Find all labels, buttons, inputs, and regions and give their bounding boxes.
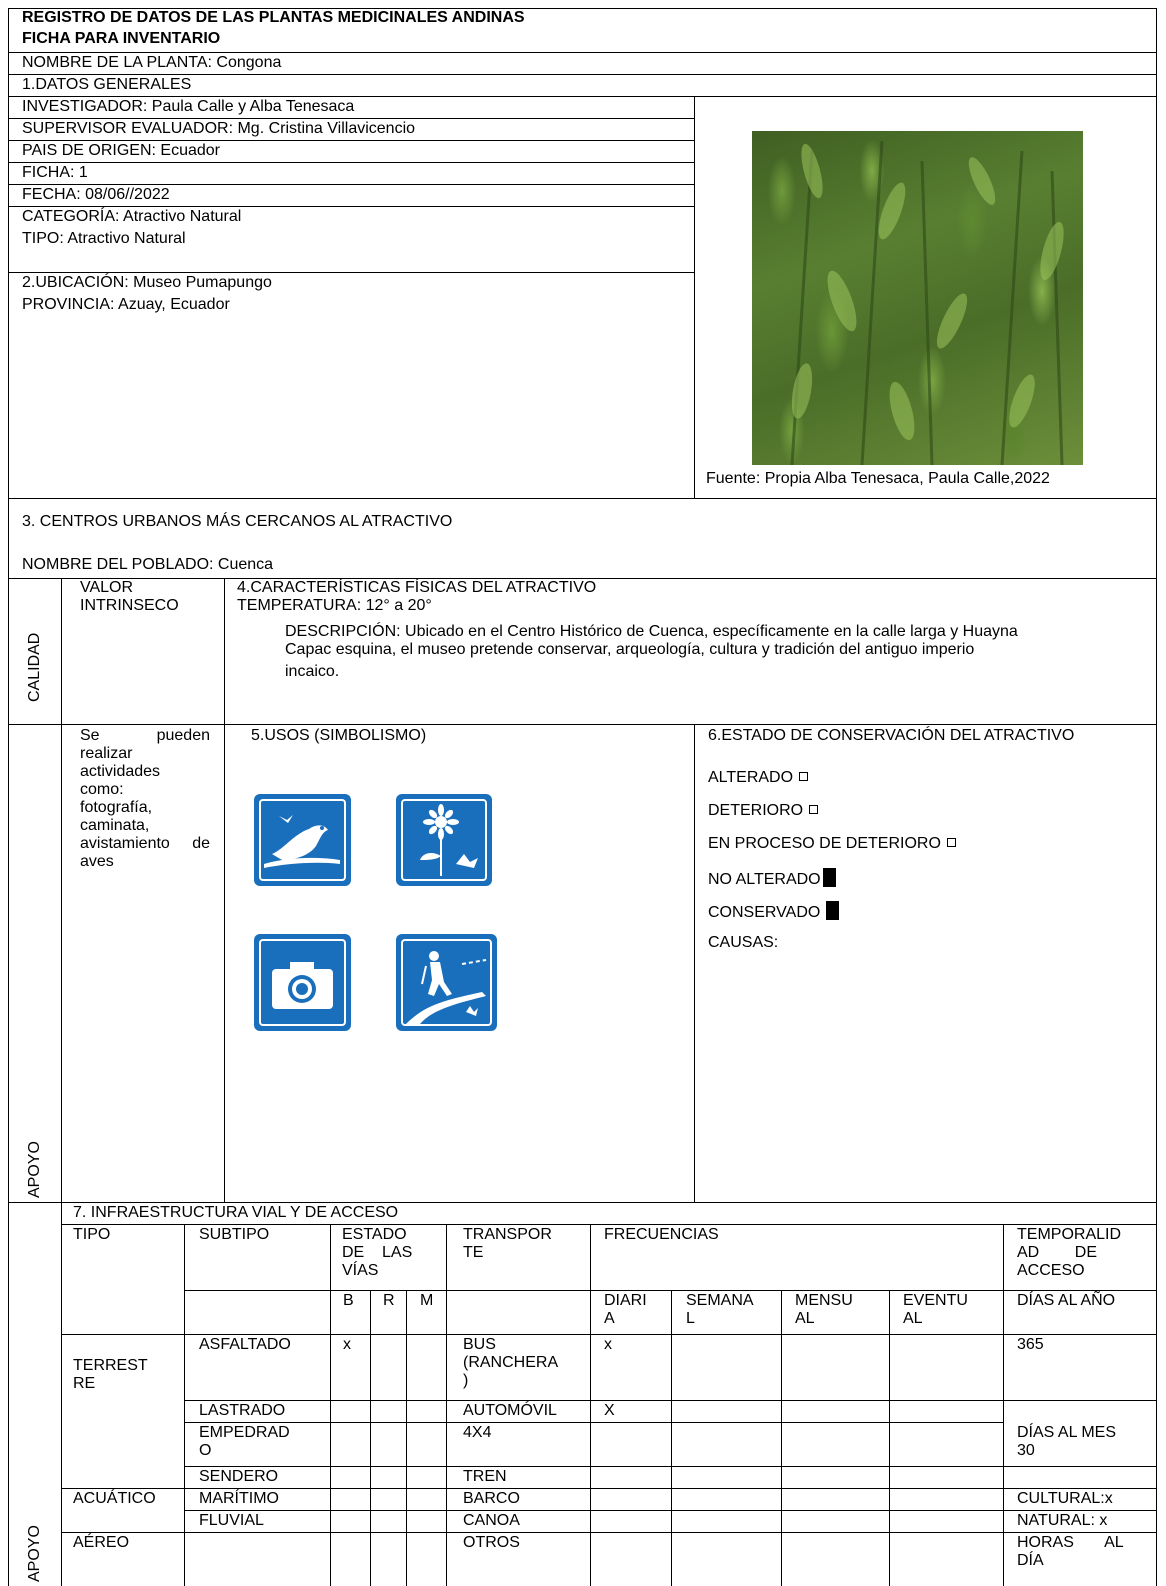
option-no-alterado	[708, 868, 836, 889]
option-label: CONSERVADO	[708, 904, 821, 921]
bird-watching-icon	[254, 794, 351, 886]
transport-tren: TREN	[463, 1468, 507, 1485]
col-eventual: EVENTU	[903, 1292, 968, 1309]
asfaltado-b-mark: x	[343, 1336, 351, 1353]
calidad-side-label: CALIDAD	[26, 632, 43, 702]
ubicacion-field: 2.UBICACIÓN: Museo Pumapungo	[22, 274, 272, 291]
col-estado: VÍAS	[342, 1262, 379, 1279]
option-label: NO ALTERADO	[708, 871, 821, 888]
transport-automovil: AUTOMÓVIL	[463, 1402, 557, 1419]
transport-bus: (RANCHERA	[463, 1354, 559, 1371]
option-conservado	[708, 901, 839, 922]
section-general-title: 1.DATOS GENERALES	[22, 76, 192, 93]
transport-bus: )	[463, 1372, 469, 1389]
form-subtitle: FICHA PARA INVENTARIO	[22, 30, 221, 47]
dias-mes-label: DÍAS AL MES	[1017, 1424, 1116, 1441]
temperatura-field: TEMPERATURA: 12° a 20°	[237, 597, 432, 614]
fecha-field: FECHA: 08/06//2022	[22, 186, 170, 203]
auto-diaria-mark: X	[604, 1402, 615, 1419]
option-en-proceso	[708, 835, 956, 853]
tipo-terrestre: TERREST	[73, 1357, 148, 1374]
apoyo-side-label: APOYO	[26, 1525, 43, 1582]
col-temporalidad: ACCESO	[1017, 1262, 1085, 1279]
activity-line: realizar	[80, 745, 133, 762]
form-title: REGISTRO DE DATOS DE LAS PLANTAS MEDICINALES ANDINAS	[22, 9, 525, 26]
flora-icon	[396, 794, 492, 886]
col-r: R	[383, 1292, 395, 1309]
empty-checkbox-icon	[799, 772, 808, 781]
natural-value: NATURAL: x	[1017, 1512, 1108, 1529]
activity-line: actividades	[80, 763, 161, 780]
transport-bus: BUS	[463, 1336, 496, 1353]
option-label: DETERIORO	[708, 802, 804, 819]
transport-otros: OTROS	[463, 1534, 520, 1551]
provincia-field: PROVINCIA: Azuay, Ecuador	[22, 296, 230, 313]
col-m: M	[420, 1292, 434, 1309]
option-label: ALTERADO	[708, 769, 794, 786]
col-frecuencias: FRECUENCIAS	[604, 1226, 719, 1243]
activity-line: aves	[80, 853, 114, 870]
option-label: EN PROCESO DE DETERIORO	[708, 835, 941, 852]
transport-canoa: CANOA	[463, 1512, 520, 1529]
poblado-field: NOMBRE DEL POBLADO: Cuenca	[22, 556, 274, 573]
tipo-field: TIPO: Atractivo Natural	[22, 230, 186, 247]
option-deterioro	[708, 802, 818, 820]
col-estado: DE LAS	[342, 1244, 413, 1261]
hiking-icon	[396, 934, 497, 1031]
description-line: Capac esquina, el museo pretende conservar, arqueología, cultura y tradición del antiguo imperio	[285, 641, 975, 658]
transport-4x4: 4X4	[463, 1424, 492, 1441]
subtipo-fluvial: FLUVIAL	[199, 1512, 264, 1529]
activity-line: fotografía,	[80, 799, 153, 816]
subtipo-maritimo: MARÍTIMO	[199, 1490, 279, 1507]
plant-name: NOMBRE DE LA PLANTA: Congona	[22, 54, 282, 71]
col-temporalidad: TEMPORALID	[1017, 1226, 1122, 1243]
supervisor-field: SUPERVISOR EVALUADOR: Mg. Cristina Villavicencio	[22, 120, 416, 137]
col-transporte: TRANSPOR	[463, 1226, 552, 1243]
col-diaria: A	[604, 1310, 615, 1327]
activity-line: avistamiento de	[80, 835, 210, 852]
cultural-value: CULTURAL:x	[1017, 1490, 1113, 1507]
investigador-field: INVESTIGADOR: Paula Calle y Alba Tenesaca	[22, 98, 355, 115]
col-tipo: TIPO	[73, 1226, 111, 1243]
plant-photo	[752, 131, 1083, 465]
ficha-field: FICHA: 1	[22, 164, 88, 181]
tipo-aereo: AÉREO	[73, 1534, 130, 1551]
horas-label: HORAS AL	[1017, 1534, 1124, 1551]
col-mensual: AL	[795, 1310, 815, 1327]
col-diaria: DIARI	[604, 1292, 647, 1309]
intrinseco-label: INTRINSECO	[80, 597, 179, 614]
activity-line: caminata,	[80, 817, 150, 834]
horas-label: DÍA	[1017, 1552, 1044, 1569]
subtipo-empedrado: EMPEDRAD	[199, 1424, 290, 1441]
empty-checkbox-icon	[947, 838, 956, 847]
option-alterado	[708, 769, 808, 787]
col-temporalidad: AD DE	[1017, 1244, 1098, 1261]
col-semanal: SEMANA	[686, 1292, 754, 1309]
description-line: incaico.	[285, 663, 340, 680]
filled-checkbox-icon	[823, 868, 836, 887]
empty-checkbox-icon	[809, 805, 818, 814]
dias-ano-label: DÍAS AL AÑO	[1017, 1292, 1116, 1309]
col-b: B	[343, 1292, 354, 1309]
col-transporte: TE	[463, 1244, 484, 1261]
col-estado: ESTADO	[342, 1226, 407, 1243]
transport-barco: BARCO	[463, 1490, 520, 1507]
dias-mes-value: 30	[1017, 1442, 1035, 1459]
subtipo-sendero: SENDERO	[199, 1468, 279, 1485]
subtipo-asfaltado: ASFALTADO	[199, 1336, 291, 1353]
tipo-acuatico: ACUÁTICO	[73, 1490, 156, 1507]
causas-label: CAUSAS:	[708, 934, 779, 951]
apoyo-side-label: APOYO	[26, 1141, 43, 1198]
col-eventual: AL	[903, 1310, 923, 1327]
col-mensual: MENSU	[795, 1292, 853, 1309]
centros-title: 3. CENTROS URBANOS MÁS CERCANOS AL ATRACTIVO	[22, 513, 453, 530]
col-subtipo: SUBTIPO	[199, 1226, 270, 1243]
bus-diaria-mark: x	[604, 1336, 612, 1353]
description-line: DESCRIPCIÓN: Ubicado en el Centro Histórico de Cuenca, específicamente en la calle larga y Huayna	[285, 623, 1018, 640]
usos-title: 5.USOS (SIMBOLISMO)	[251, 727, 427, 744]
col-semanal: L	[686, 1310, 695, 1327]
tipo-terrestre: RE	[73, 1375, 96, 1392]
subtipo-lastrado: LASTRADO	[199, 1402, 286, 1419]
photo-caption: Fuente: Propia Alba Tenesaca, Paula Calle,2022	[706, 470, 1050, 487]
valor-label: VALOR	[80, 579, 134, 596]
activity-line: Se pueden	[80, 727, 210, 744]
pais-field: PAIS DE ORIGEN: Ecuador	[22, 142, 220, 159]
categoria-field: CATEGORÍA: Atractivo Natural	[22, 208, 242, 225]
activity-line: como:	[80, 781, 124, 798]
dias-ano-value: 365	[1017, 1336, 1044, 1353]
filled-checkbox-icon	[826, 901, 839, 920]
photography-icon	[254, 934, 351, 1031]
features-title: 4.CARACTERÍSTICAS FÍSICAS DEL ATRACTIVO	[237, 579, 597, 596]
infra-title: 7. INFRAESTRUCTURA VIAL Y DE ACCESO	[73, 1204, 399, 1221]
conservacion-title: 6.ESTADO DE CONSERVACIÓN DEL ATRACTIVO	[708, 727, 1075, 744]
subtipo-empedrado: O	[199, 1442, 212, 1459]
